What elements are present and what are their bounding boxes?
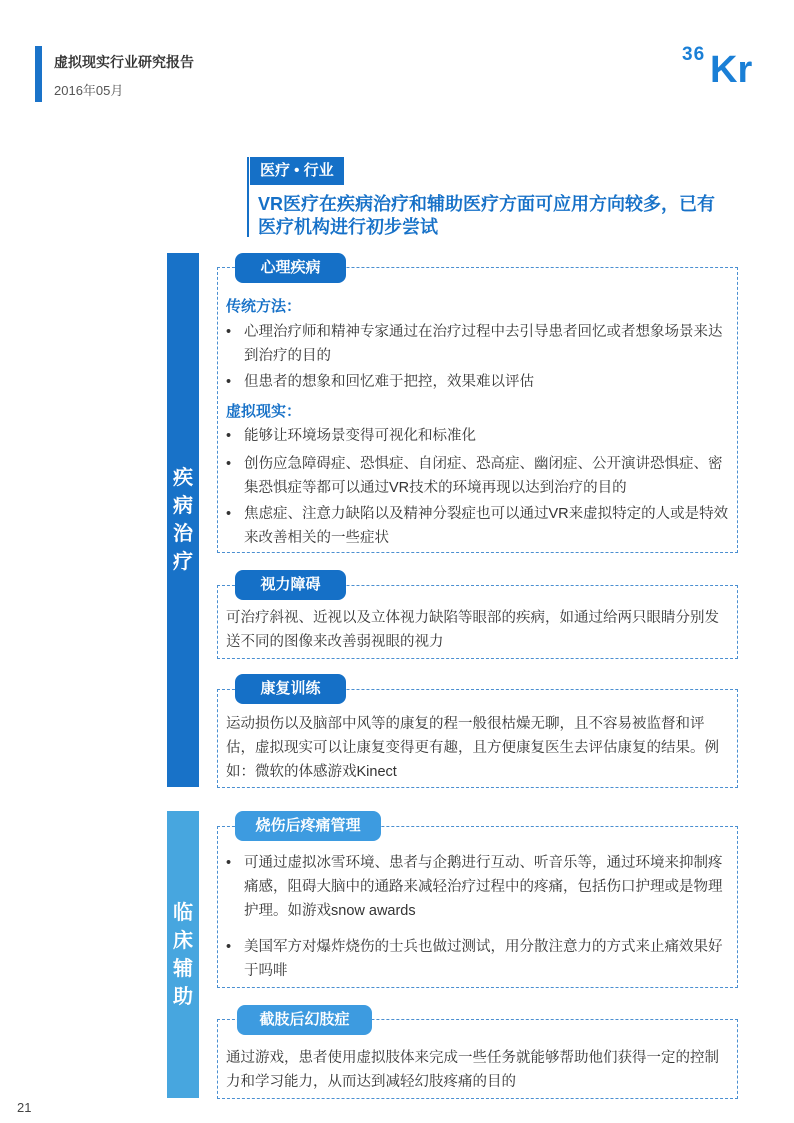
page-number: 21 [17, 1100, 32, 1115]
bullet: • [226, 506, 232, 522]
logo-kr: Kr [710, 49, 753, 91]
list-item: • 焦虑症、注意力缺陷以及精神分裂症也可以通过VR来虚拟特定的人或是特效来改善相关的一些症状 [226, 502, 731, 550]
list-item: • 能够让环境场景变得可视化和标准化 [226, 424, 731, 448]
list-item: • 可通过虚拟冰雪环境、患者与企鹅进行互动、听音乐等，通过环境来抑制疼痛感，阻碍大脑中的通路来减轻治疗过程中的疼痛，包括伤口护理或是物理护理。如游戏snow awards [226, 851, 731, 923]
list-item: • 创伤应急障碍症、恐惧症、自闭症、恐高症、幽闭症、公开演讲恐惧症、密集恐惧症等都可以通过VR技术的环境再现以达到治疗的目的 [226, 452, 731, 500]
traditional-label: 传统方法： [226, 298, 302, 315]
burn-card-title: 烧伤后疼痛管理 [235, 811, 381, 841]
headline-accent-line [247, 157, 249, 237]
rehab-text: 运动损伤以及脑部中风等的康复的程一般很枯燥无聊，且不容易被监督和评估，虚拟现实可以让康复变得更有趣，且方便康复医生去评估康复的结果。例如：微软的体感游戏Kinect [226, 716, 719, 780]
list-item: • 心理治疗师和精神专家通过在治疗过程中去引导患者回忆或者想象场景来达到治疗的目的 [226, 320, 731, 368]
logo-36: 36 [682, 44, 706, 65]
psych-card-title: 心理疾病 [235, 253, 346, 283]
bullet: • [226, 939, 232, 955]
headline: VR医疗在疾病治疗和辅助医疗方面可应用方向较多，已有医疗机构进行初步尝试 [258, 194, 716, 237]
bullet: • [226, 324, 232, 340]
report-date: 2016年05月 [54, 83, 124, 98]
vision-card-title: 视力障碍 [235, 570, 346, 600]
list-item: • 但患者的想象和回忆难于把控，效果难以评估 [226, 370, 731, 394]
section-label-clinical: 临床辅助 [167, 811, 199, 1098]
section-label-treatment: 疾病治疗 [167, 253, 199, 787]
bullet: • [226, 374, 232, 390]
vision-text: 可治疗斜视、近视以及立体视力缺陷等眼部的疾病，如通过给两只眼睛分别发送不同的图像来改善弱视眼的视力 [226, 610, 719, 650]
header-accent-bar [35, 46, 42, 102]
bullet: • [226, 855, 232, 871]
phantom-text: 通过游戏，患者使用虚拟肢体来完成一些任务就能够帮助他们获得一定的控制力和学习能力，从而达到减轻幻肢疼痛的目的 [226, 1050, 719, 1090]
36kr-logo [682, 44, 764, 92]
vr-label: 虚拟现实： [226, 403, 302, 420]
list-item: • 美国军方对爆炸烧伤的士兵也做过测试，用分散注意力的方式来止痛效果好于吗啡 [226, 935, 731, 983]
bullet: • [226, 456, 232, 472]
rehab-card-title: 康复训练 [235, 674, 346, 704]
bullet: • [226, 428, 232, 444]
category-tag: 医疗 • 行业 [250, 157, 344, 185]
phantom-card-title: 截肢后幻肢症 [237, 1005, 372, 1035]
report-title: 虚拟现实行业研究报告 [54, 54, 194, 70]
